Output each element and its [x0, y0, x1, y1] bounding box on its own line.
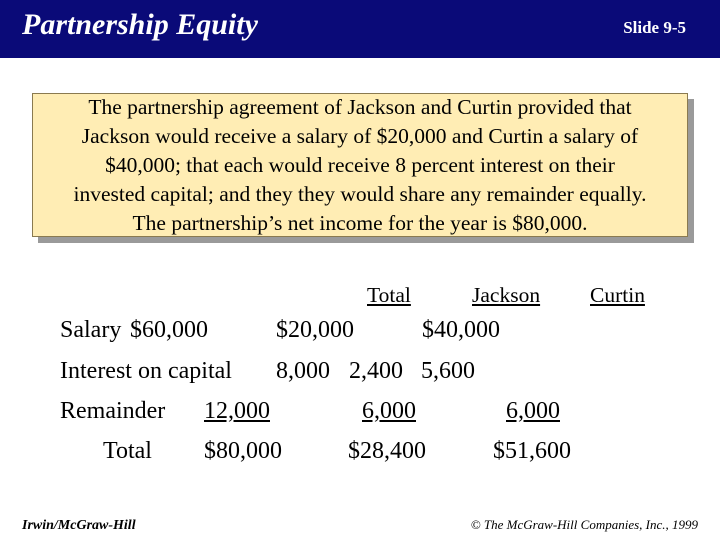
cell-total: $80,000 [204, 438, 282, 464]
row-label: Interest on capital [60, 358, 232, 384]
header-bar [0, 0, 720, 58]
cell-total: $60,000 [130, 317, 208, 343]
publisher-footer: Irwin/McGraw-Hill [22, 518, 136, 533]
cell-jackson: 6,000 [362, 398, 416, 424]
callout-line: The partnership’s net income for the year is $80,000. [132, 210, 588, 235]
column-header-total: Total [367, 283, 411, 307]
slide-title: Partnership Equity [22, 8, 258, 41]
callout-line: $40,000; that each would receive 8 percent interest on their [105, 152, 615, 177]
callout-line: The partnership agreement of Jackson and Curtin provided that [88, 94, 632, 119]
cell-jackson: $20,000 [276, 317, 354, 343]
cell-jackson: 2,400 [349, 358, 403, 384]
problem-callout [32, 93, 688, 237]
cell-curtin: 6,000 [506, 398, 560, 424]
cell-curtin: $51,600 [493, 438, 571, 464]
cell-total: 8,000 [276, 358, 330, 384]
cell-jackson: $28,400 [348, 438, 426, 464]
cell-total: 12,000 [204, 398, 270, 424]
slide-number: Slide 9-5 [623, 18, 686, 37]
row-label: Salary [60, 317, 122, 343]
row-label: Remainder [60, 398, 166, 424]
column-header-curtin: Curtin [590, 283, 645, 307]
callout-line: Jackson would receive a salary of $20,000 and Curtin a salary of [81, 123, 639, 148]
copyright-footer: © The McGraw-Hill Companies, Inc., 1999 [470, 517, 698, 532]
column-header-jackson: Jackson [472, 283, 541, 307]
callout-line: invested capital; and they they would share any remainder equally. [73, 181, 647, 206]
cell-curtin: $40,000 [422, 317, 500, 343]
cell-curtin: 5,600 [421, 358, 475, 384]
row-label: Total [103, 438, 152, 464]
